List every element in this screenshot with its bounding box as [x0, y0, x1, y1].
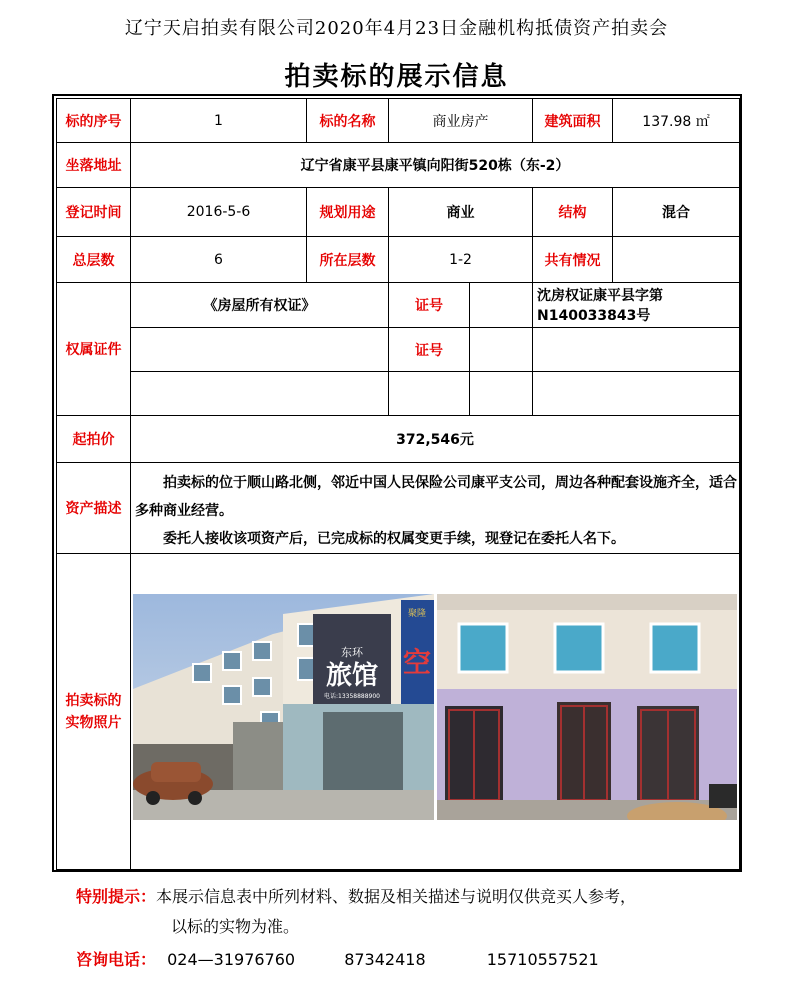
- structure-label: 结构: [533, 188, 613, 237]
- asset-description: [131, 463, 740, 554]
- photos-label: 拍卖标的实物照片: [57, 554, 131, 870]
- lot-number-label: 标的序号: [57, 99, 131, 143]
- notice-key: 特别提示：: [76, 887, 157, 906]
- cert-number-3: [533, 372, 740, 416]
- table-row: [57, 283, 740, 328]
- hotel-sign: 旅馆: [325, 661, 379, 691]
- cert-number-2: [533, 328, 740, 372]
- cert-number-label-wrap-3: [389, 372, 533, 416]
- shop-sign: 空: [402, 646, 432, 679]
- hotel-sign-small: 东环: [341, 646, 363, 659]
- table-row: [57, 99, 740, 143]
- table-row: [57, 416, 740, 463]
- asset-desc-para-2: 委托人接收该项资产后，已完成标的权属变更手续，现登记在委托人名下。: [163, 531, 625, 547]
- co-ownership-label: 共有情况: [533, 237, 613, 283]
- cert-name-2: [131, 328, 389, 372]
- table-row: [57, 143, 740, 188]
- table-row: [57, 237, 740, 283]
- register-date-value: 2016-5-6: [131, 188, 307, 237]
- total-floors-label: 总层数: [57, 237, 131, 283]
- total-floors-value: 6: [131, 237, 307, 283]
- contact-key: 咨询电话：: [76, 950, 157, 969]
- photo-storefront-doors: [437, 594, 737, 820]
- asset-desc-label: 资产描述: [57, 463, 131, 554]
- cert-number-label-2: 证号: [415, 342, 443, 359]
- planned-use-value: 商业: [389, 188, 533, 237]
- asset-desc-para-1: 拍卖标的位于顺山路北侧，邻近中国人民保险公司康平支公司，周边各种配套设施齐全，适合多种商业经营。: [135, 475, 737, 519]
- start-price-label: 起拍价: [57, 416, 131, 463]
- hotel-sign-phone: 电话:13358888900: [323, 693, 381, 700]
- cert-number: 沈房权证康平县字第N140033843号: [533, 283, 740, 328]
- auction-header: 辽宁天启拍卖有限公司2020年4月23日金融机构抵债资产拍卖会: [124, 18, 669, 39]
- structure-value: 混合: [613, 188, 740, 237]
- ownership-cert-label: 权属证件: [57, 283, 131, 416]
- notice-line-1: 本展示信息表中所列材料、数据及相关描述与说明仅供竞买人参考，: [156, 887, 637, 906]
- table-row: [57, 372, 740, 416]
- cert-number-label-wrap-2: [389, 328, 533, 372]
- special-notice: [76, 882, 636, 942]
- co-ownership-value: [613, 237, 740, 283]
- photos-cell: [131, 554, 740, 870]
- phone-2: 87342418: [344, 950, 426, 969]
- table-row: [57, 463, 740, 554]
- floor-area-value: 137.98 ㎡: [613, 99, 740, 143]
- table-row: [57, 554, 740, 870]
- table-row: [57, 328, 740, 372]
- cert-name: 《房屋所有权证》: [131, 283, 389, 328]
- address-value: 辽宁省康平县康平镇向阳街520栋（东-2）: [131, 143, 740, 188]
- cert-name-3: [131, 372, 389, 416]
- lot-name-label: 标的名称: [307, 99, 389, 143]
- floor-area-label: 建筑面积: [533, 99, 613, 143]
- cert-number-label: 证号: [415, 298, 443, 314]
- lot-name-value: 商业房产: [389, 99, 533, 143]
- phone-3: 15710557521: [486, 950, 599, 969]
- shop-sign-top: 聚隆: [407, 609, 427, 619]
- phone-1: 024—31976760: [167, 950, 296, 969]
- start-price-value: 372,546元: [131, 416, 740, 463]
- cert-number-label-wrap: [389, 283, 533, 328]
- address-label: 坐落地址: [57, 143, 131, 188]
- table-row: [57, 188, 740, 237]
- info-table: [56, 98, 740, 870]
- notice-line-2: 以标的实物为准。: [171, 917, 300, 936]
- located-floors-label: 所在层数: [307, 237, 389, 283]
- lot-number-value: 1: [131, 99, 307, 143]
- photo-storefront-street: [133, 594, 434, 820]
- page-title: 拍卖标的展示信息: [284, 62, 509, 92]
- planned-use-label: 规划用途: [307, 188, 389, 237]
- contact-phones: [76, 947, 599, 970]
- located-floors-value: 1-2: [389, 237, 533, 283]
- register-date-label: 登记时间: [57, 188, 131, 237]
